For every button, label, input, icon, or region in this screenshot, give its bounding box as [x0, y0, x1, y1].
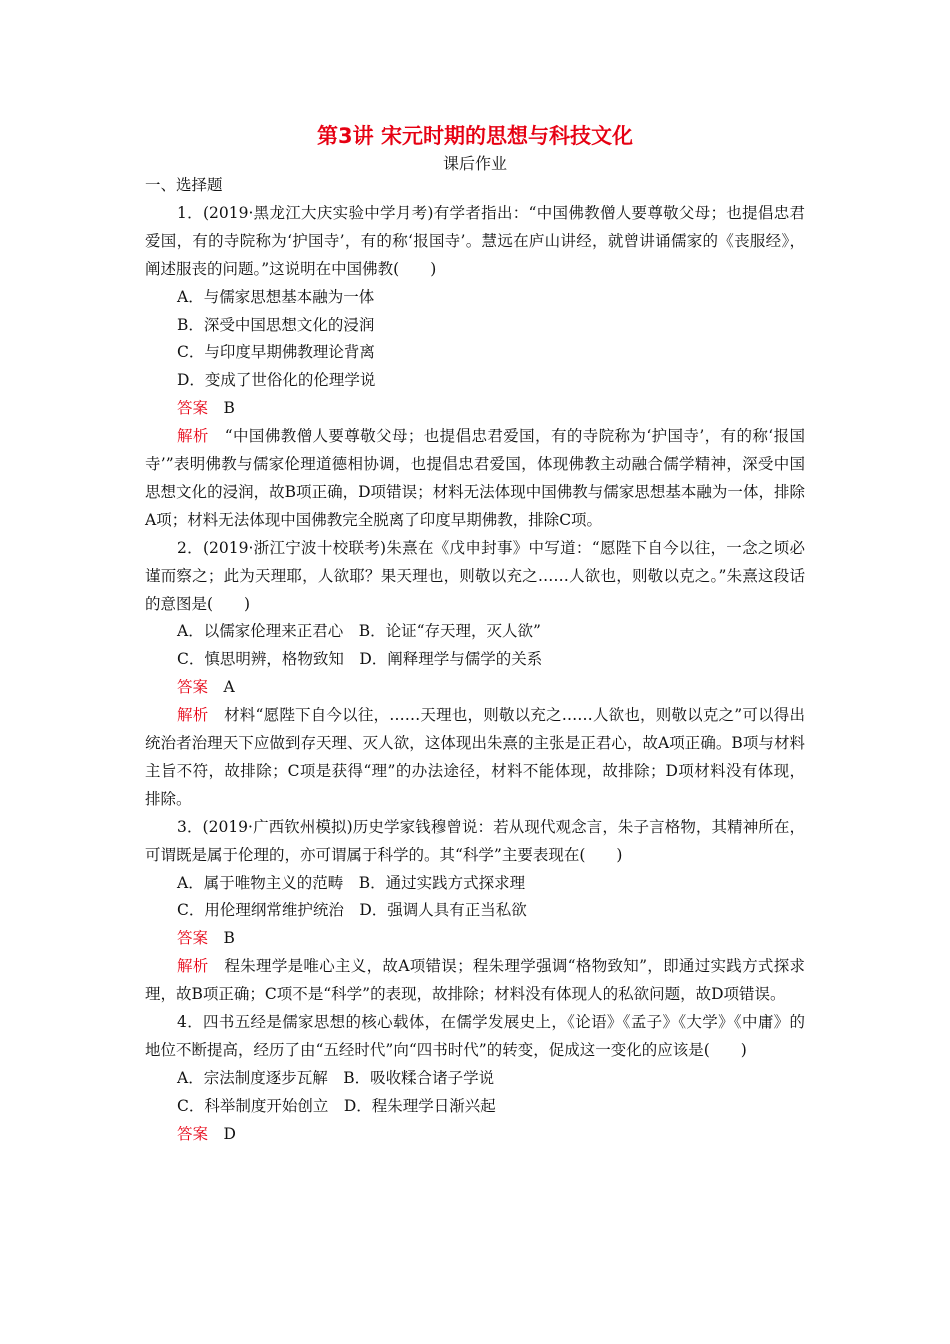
question-2-stem: 2．(2019·浙江宁波十校联考)朱熹在《戊申封事》中写道：“愿陛下自今以往，一念之顷必谨而察之；此为天理耶，人欲耶？果天理也，则敬以充之……人欲也，则敬以克之。”朱熹这段话的意图是( )	[145, 538, 805, 613]
question-1-answer	[145, 395, 805, 423]
answer-label: 答案	[177, 678, 209, 697]
analysis-label: 解析	[177, 957, 209, 976]
question-2-answer-value: A	[223, 678, 235, 697]
question-2-answer	[145, 674, 805, 702]
question-2-analysis	[145, 702, 805, 814]
question-1-stem: 1．(2019·黑龙江大庆实验中学月考)有学者指出：“中国佛教僧人要尊敬父母；也提倡忠君爱国，有的寺院称为‘护国寺’，有的称‘报国寺’。慧远在庐山讲经，就曾讲诵儒家的《丧服经》，阐述服丧的问题。”这说明在中国佛教( )	[145, 203, 805, 278]
question-4-stem: 4．四书五经是儒家思想的核心载体，在儒学发展史上，《论语》《孟子》《大学》《中庸》的地位不断提高，经历了由“五经时代”向“四书时代”的转变，促成这一变化的应该是( )	[145, 1013, 805, 1059]
question-3-analysis	[145, 953, 805, 1009]
question-3-options-row-1: A．属于唯物主义的范畴 B．通过实践方式探求理	[177, 873, 526, 892]
page-subtitle: 课后作业	[442, 154, 507, 173]
document-body	[145, 172, 805, 1148]
question-4-answer-value: D	[223, 1124, 236, 1143]
answer-label: 答案	[177, 1124, 209, 1143]
page-title: 第3讲 宋元时期的思想与科技文化	[317, 124, 633, 148]
question-3-answer-value: B	[223, 929, 235, 948]
question-3-answer	[145, 925, 805, 953]
question-1-answer-value: B	[223, 399, 235, 418]
question-4-options-row-1: A．宗法制度逐步瓦解 B．吸收糅合诸子学说	[177, 1068, 495, 1087]
answer-label: 答案	[177, 929, 209, 948]
question-3-analysis-text: 程朱理学是唯心主义，故A项错误；程朱理学强调“格物致知”，即通过实践方式探求理，故B项正确；C项不是“科学”的表现，故排除；材料没有体现人的私欲问题，故D项错误。	[145, 957, 805, 1004]
question-1-option-d: D．变成了世俗化的伦理学说	[177, 371, 376, 390]
question-1-option-a: A．与儒家思想基本融为一体	[177, 287, 375, 306]
analysis-label: 解析	[177, 706, 209, 725]
question-4-options-row-2: C．科举制度开始创立 D．程朱理学日渐兴起	[177, 1096, 496, 1115]
analysis-label: 解析	[177, 427, 209, 446]
question-2-analysis-text: 材料“愿陛下自今以往，……天理也，则敬以充之……人欲也，则敬以克之”可以得出统治者治理天下应做到存天理、灭人欲，这体现出朱熹的主张是正君心，故A项正确。B项与材料主旨不符，故排除；C项是获得“理”的办法途径，材料不能体现，故排除；D项材料没有体现，排除。	[145, 706, 805, 808]
question-4-answer	[145, 1121, 805, 1149]
question-1-analysis	[145, 423, 805, 535]
question-1-analysis-text: “中国佛教僧人要尊敬父母；也提倡忠君爱国，有的寺院称为‘护国寺’，有的称‘报国寺’”表明佛教与儒家伦理道德相协调，也提倡忠君爱国，体现佛教主动融合儒学精神，深受中国思想文化的浸润，故B项正确，D项错误；材料无法体现中国佛教与儒家思想基本融为一体，排除A项；材料无法体现中国佛教完全脱离了印度早期佛教，排除C项。	[145, 427, 805, 529]
question-3-stem: 3．(2019·广西钦州模拟)历史学家钱穆曾说：若从现代观念言，朱子言格物，其精神所在，可谓既是属于伦理的，亦可谓属于科学的。其“科学”主要表现在( )	[145, 817, 805, 864]
question-2-options-row-1: A．以儒家伦理来正君心 B．论证“存天理，灭人欲”	[177, 622, 541, 641]
question-1-option-c: C．与印度早期佛教理论背离	[177, 343, 375, 362]
answer-label: 答案	[177, 399, 209, 418]
question-1-option-b: B．深受中国思想文化的浸润	[177, 315, 375, 334]
section-heading: 一、选择题	[145, 176, 223, 194]
question-2-options-row-2: C．慎思明辨，格物致知 D．阐释理学与儒学的关系	[177, 650, 543, 669]
question-3-options-row-2: C．用伦理纲常维护统治 D．强调人具有正当私欲	[177, 901, 527, 920]
